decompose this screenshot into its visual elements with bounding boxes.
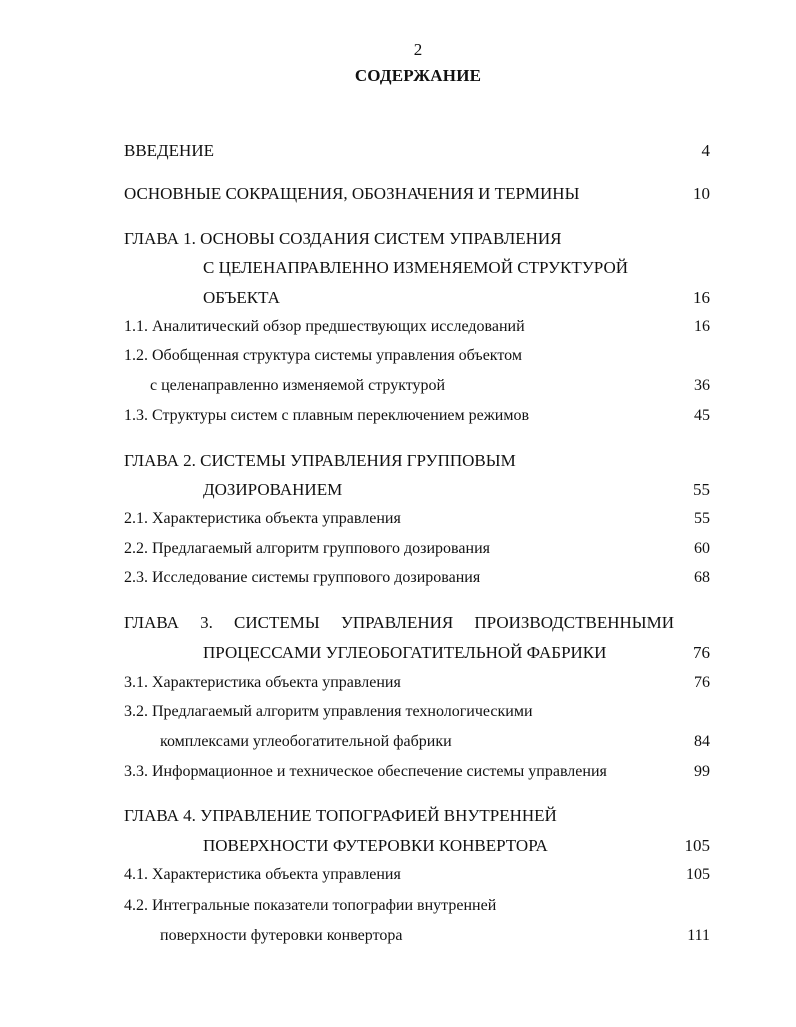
toc-ch1-page: 16 bbox=[693, 288, 710, 307]
toc-ch2-s2-title: 2.2. Предлагаемый алгоритм группового дозирования bbox=[124, 540, 490, 557]
toc-ch3-s3-page: 99 bbox=[694, 763, 710, 780]
toc-ch3-s2-page: 84 bbox=[694, 733, 710, 750]
toc-ch1-s1-title: 1.1. Аналитический обзор предшествующих исследований bbox=[124, 318, 525, 335]
toc-ch1-s2-line2: с целенаправленно изменяемой структурой bbox=[150, 377, 446, 394]
toc-ch2-s3-title: 2.3. Исследование системы группового дозирования bbox=[124, 569, 481, 586]
toc-intro-page: 4 bbox=[701, 141, 710, 160]
toc-ch3-line1: ГЛАВА 3. СИСТЕМЫ УПРАВЛЕНИЯ ПРОИЗВОДСТВЕННЫМИ bbox=[124, 613, 674, 632]
toc-abbrev-page: 10 bbox=[693, 184, 710, 203]
toc-ch2-s3-page: 68 bbox=[694, 569, 710, 586]
toc-ch3-s3-title: 3.3. Информационное и техническое обеспечение системы управления bbox=[124, 763, 607, 780]
toc-ch2-line1: ГЛАВА 2. СИСТЕМЫ УПРАВЛЕНИЯ ГРУППОВЫМ bbox=[124, 451, 516, 470]
toc-ch4-s2-page: 111 bbox=[687, 927, 710, 944]
toc-ch1-s3-title: 1.3. Структуры систем с плавным переключением режимов bbox=[124, 407, 530, 424]
toc-ch2-line2: ДОЗИРОВАНИЕМ bbox=[203, 480, 343, 499]
toc-ch3-line2: ПРОЦЕССАМИ УГЛЕОБОГАТИТЕЛЬНОЙ ФАБРИКИ bbox=[203, 643, 607, 662]
page-number: 2 bbox=[413, 40, 423, 59]
toc-ch1-s2-line1: 1.2. Обобщенная структура системы управления объектом bbox=[124, 347, 522, 364]
toc-ch3-s2-line2: комплексами углеобогатительной фабрики bbox=[160, 733, 452, 750]
toc-ch3-s1-page: 76 bbox=[694, 674, 710, 691]
toc-ch4-s2-line2: поверхности футеровки конвертора bbox=[160, 927, 403, 944]
toc-ch4-s1-title: 4.1. Характеристика объекта управления bbox=[124, 866, 401, 883]
page-title: СОДЕРЖАНИЕ bbox=[354, 66, 482, 85]
toc-ch1-line3: ОБЪЕКТА bbox=[203, 288, 280, 307]
toc-ch4-s2-line1: 4.2. Интегральные показатели топографии внутренней bbox=[124, 897, 497, 914]
toc-ch4-line1: ГЛАВА 4. УПРАВЛЕНИЕ ТОПОГРАФИЕЙ ВНУТРЕННЕЙ bbox=[124, 806, 557, 825]
toc-ch2-page: 55 bbox=[693, 480, 710, 499]
toc-ch2-s1-page: 55 bbox=[694, 510, 710, 527]
toc-abbrev-title: ОСНОВНЫЕ СОКРАЩЕНИЯ, ОБОЗНАЧЕНИЯ И ТЕРМИНЫ bbox=[124, 184, 580, 203]
toc-ch4-page: 105 bbox=[684, 836, 710, 855]
toc-ch3-s2-line1: 3.2. Предлагаемый алгоритм управления технологическими bbox=[124, 703, 533, 720]
toc-intro-title: ВВЕДЕНИЕ bbox=[124, 141, 214, 160]
toc-ch4-line2: ПОВЕРХНОСТИ ФУТЕРОВКИ КОНВЕРТОРА bbox=[203, 836, 548, 855]
toc-ch1-s2-page: 36 bbox=[694, 377, 710, 394]
toc-ch1-s1-page: 16 bbox=[694, 318, 710, 335]
toc-ch2-s1-title: 2.1. Характеристика объекта управления bbox=[124, 510, 401, 527]
toc-ch3-s1-title: 3.1. Характеристика объекта управления bbox=[124, 674, 401, 691]
toc-ch1-line1: ГЛАВА 1. ОСНОВЫ СОЗДАНИЯ СИСТЕМ УПРАВЛЕНИЯ bbox=[124, 229, 562, 248]
toc-ch1-s3-page: 45 bbox=[694, 407, 710, 424]
toc-ch2-s2-page: 60 bbox=[694, 540, 710, 557]
toc-ch4-s1-page: 105 bbox=[686, 866, 710, 883]
toc-ch3-page: 76 bbox=[693, 643, 710, 662]
toc-ch1-line2: С ЦЕЛЕНАПРАВЛЕННО ИЗМЕНЯЕМОЙ СТРУКТУРОЙ bbox=[203, 258, 628, 277]
